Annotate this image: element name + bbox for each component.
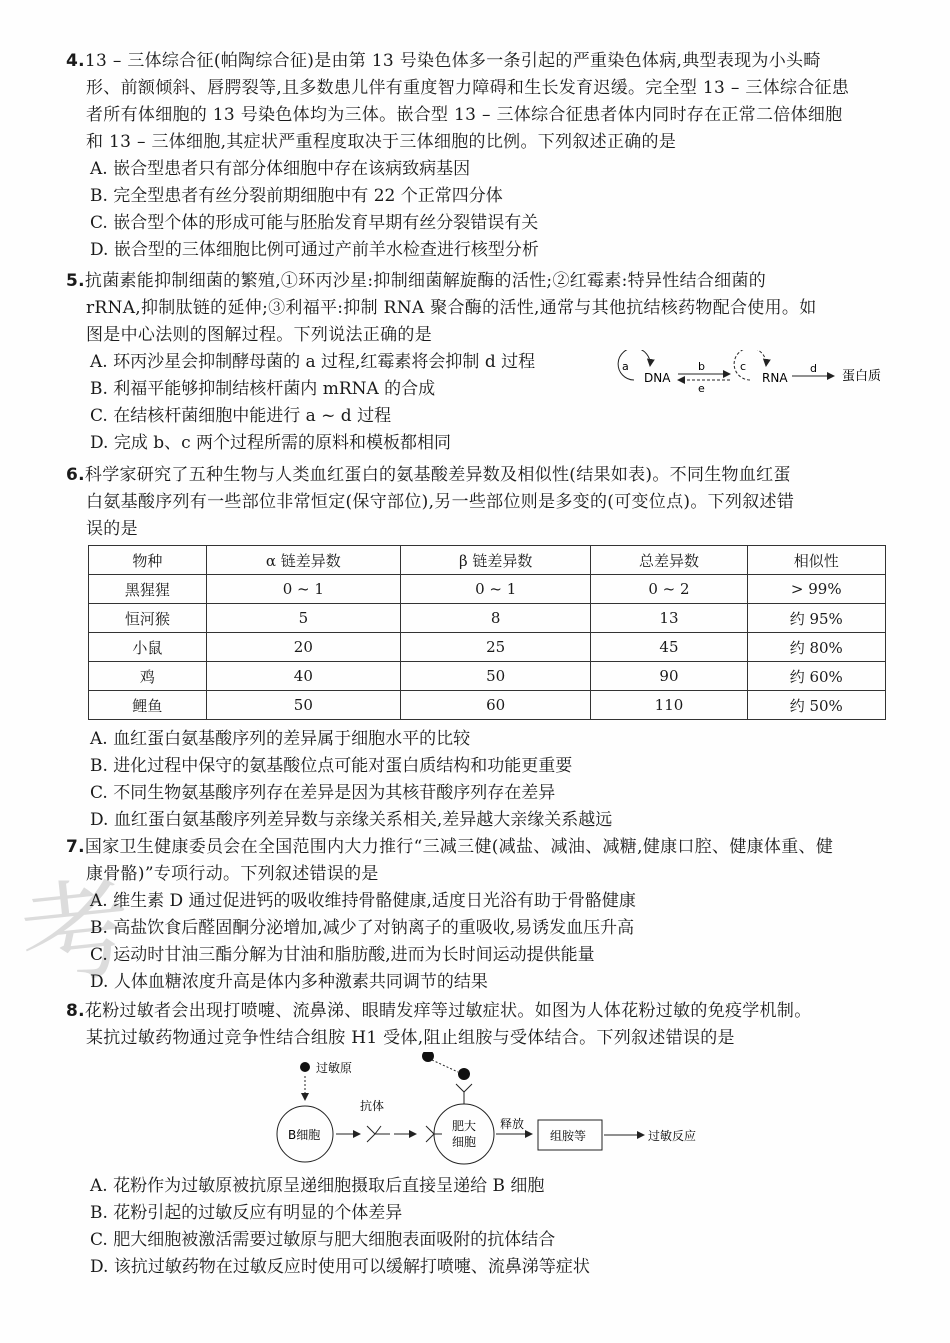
- allergen-label: 过敏原: [316, 1061, 353, 1075]
- table-cell: 90: [591, 662, 747, 691]
- option-b[interactable]: B. 进化过程中保守的氨基酸位点可能对蛋白质结构和功能更重要: [90, 756, 573, 776]
- option-b[interactable]: B. 高盐饮食后醛固酮分泌增加,减少了对钠离子的重吸收,易诱发血压升高: [90, 918, 635, 938]
- table-row: [89, 633, 886, 662]
- option-c[interactable]: C. 嵌合型个体的形成可能与胚胎发育早期有丝分裂错误有关: [90, 213, 539, 233]
- table-cell: 鲤鱼: [89, 691, 207, 720]
- table-header: 相似性: [747, 546, 885, 575]
- antibody-icon: [367, 1126, 390, 1142]
- question-text: 花粉过敏者会出现打喷嚏、流鼻涕、眼睛发痒等过敏症状。如图为人体花粉过敏的免疫学机制。: [84, 1001, 812, 1021]
- table-cell: 约 80%: [747, 633, 885, 662]
- table-cell: 40: [206, 662, 400, 691]
- question-text: 图是中心法则的图解过程。下列说法正确的是: [86, 325, 432, 345]
- question-text: 白氨基酸序列有一些部位非常恒定(保守部位),另一些部位则是多变的(可变位点)。下列叙述错: [86, 492, 795, 512]
- table-header: 总差异数: [591, 546, 747, 575]
- question-text: 抗菌素能抑制细菌的繁殖,①环丙沙星:抑制细菌解旋酶的活性;②红霉素:特异性结合细菌的: [84, 271, 767, 291]
- allergen-bound-icon: [458, 1068, 470, 1080]
- table-header: 物种: [89, 546, 207, 575]
- histamine-label: 组胺等: [550, 1129, 587, 1143]
- table-cell: 50: [206, 691, 400, 720]
- table-cell: 0 ~ 1: [400, 575, 590, 604]
- option-c[interactable]: C. 在结核杆菌细胞中能进行 a ~ d 过程: [90, 406, 392, 426]
- option-c[interactable]: C. 肥大细胞被激活需要过敏原与肥大细胞表面吸附的抗体结合: [90, 1230, 556, 1250]
- allergy-mechanism-diagram: [268, 1052, 728, 1170]
- option-a[interactable]: A. 维生素 D 通过促进钙的吸收维持骨骼健康,适度日光浴有助于骨骼健康: [90, 891, 636, 911]
- table-cell: 60: [400, 691, 590, 720]
- table-cell: 黑猩猩: [89, 575, 207, 604]
- question-6: [66, 462, 888, 543]
- table-row: [89, 604, 886, 633]
- option-b[interactable]: B. 花粉引起的过敏反应有明显的个体差异: [90, 1203, 403, 1223]
- watermark: 考: [14, 863, 138, 1003]
- option-d[interactable]: D. 血红蛋白氨基酸序列差异数与亲缘关系相关,差异越大亲缘关系越远: [90, 810, 613, 830]
- table-header: α 链差异数: [206, 546, 400, 575]
- table-cell: 约 50%: [747, 691, 885, 720]
- option-d[interactable]: D. 该抗过敏药物在过敏反应时使用可以缓解打喷嚏、流鼻涕等症状: [90, 1257, 590, 1277]
- question-text: 某抗过敏药物通过竞争性结合组胺 H1 受体,阻止组胺与受体结合。下列叙述错误的是: [86, 1028, 735, 1048]
- b-cell-label: B细胞: [288, 1128, 321, 1142]
- table-cell: 小鼠: [89, 633, 207, 662]
- option-a[interactable]: A. 血红蛋白氨基酸序列的差异属于细胞水平的比较: [90, 729, 471, 749]
- question-number: 8.: [66, 1001, 85, 1021]
- table-row: [89, 662, 886, 691]
- process-a-label: a: [622, 360, 629, 373]
- question-text: 科学家研究了五种生物与人类血红蛋白的氨基酸差异数及相似性(结果如表)。不同生物血红蛋: [84, 465, 791, 485]
- question-number: 4.: [66, 51, 85, 71]
- option-d[interactable]: D. 人体血糖浓度升高是体内多种激素共同调节的结果: [90, 972, 488, 992]
- table-cell: 0 ~ 1: [206, 575, 400, 604]
- question-text: rRNA,抑制肽链的延伸;③利福平:抑制 RNA 聚合酶的活性,通常与其他抗结核药物配合使用。如: [86, 298, 817, 318]
- table-cell: 恒河猴: [89, 604, 207, 633]
- table-cell: 110: [591, 691, 747, 720]
- question-number: 6.: [66, 465, 85, 485]
- question-8: [66, 998, 888, 1052]
- rna-label: RNA: [762, 371, 788, 385]
- question-4: [66, 48, 888, 264]
- table-cell: 鸡: [89, 662, 207, 691]
- table-cell: 20: [206, 633, 400, 662]
- table-cell: 0 ~ 2: [591, 575, 747, 604]
- table-cell: 约 95%: [747, 604, 885, 633]
- table-cell: 45: [591, 633, 747, 662]
- option-c[interactable]: C. 不同生物氨基酸序列存在差异是因为其核苷酸序列存在差异: [90, 783, 556, 803]
- table-cell: 约 60%: [747, 662, 885, 691]
- question-text: 者所有体细胞的 13 号染色体均为三体。嵌合型 13 – 三体综合征患者体内同时存在正常二倍体细胞: [86, 105, 843, 125]
- table-cell: 50: [400, 662, 590, 691]
- question-text: 和 13 – 三体细胞,其症状严重程度取决于三体细胞的比例。下列叙述正确的是: [86, 132, 677, 152]
- table-cell: 8: [400, 604, 590, 633]
- question-number: 5.: [66, 271, 85, 291]
- protein-label: 蛋白质: [842, 369, 882, 384]
- question-text: 形、前额倾斜、唇腭裂等,且多数患儿伴有重度智力障碍和生长发育迟缓。完全型 13 – 三体综合征患: [86, 78, 850, 98]
- process-c-label: c: [740, 360, 747, 373]
- table-row: [89, 575, 886, 604]
- option-c[interactable]: C. 运动时甘油三酯分解为甘油和脂肪酸,进而为长时间运动提供能量: [90, 945, 595, 965]
- option-b[interactable]: B. 利福平能够抑制结核杆菌内 mRNA 的合成: [90, 379, 436, 399]
- option-a[interactable]: A. 环丙沙星会抑制酵母菌的 a 过程,红霉素将会抑制 d 过程: [90, 352, 536, 372]
- table-cell: 5: [206, 604, 400, 633]
- central-dogma-diagram: [612, 350, 892, 400]
- question-7: [66, 834, 888, 996]
- hemoglobin-table: [88, 545, 886, 720]
- option-a[interactable]: A. 嵌合型患者只有部分体细胞中存在该病致病基因: [90, 159, 471, 179]
- option-a[interactable]: A. 花粉作为过敏原被抗原呈递细胞摄取后直接呈递给 B 细胞: [90, 1176, 545, 1196]
- dna-label: DNA: [644, 371, 671, 385]
- option-b[interactable]: B. 完全型患者有丝分裂前期细胞中有 22 个正常四分体: [90, 186, 503, 206]
- antibody-label: 抗体: [360, 1099, 385, 1113]
- process-d-label: d: [810, 362, 817, 375]
- mast-cell-label: 细胞: [452, 1135, 477, 1149]
- receptor-antibody-icon: [456, 1084, 472, 1104]
- release-label: 释放: [500, 1117, 525, 1131]
- mast-cell-icon: [434, 1104, 494, 1164]
- question-text: 国家卫生健康委员会在全国范围内大力推行“三减三健(减盐、减油、减糖,健康口腔、健康体重、健: [84, 837, 834, 857]
- question-8-options: [66, 1173, 888, 1281]
- question-text: 13 – 三体综合征(帕陶综合征)是由第 13 号染色体多一条引起的严重染色体病,典型表现为小头畸: [84, 51, 821, 71]
- question-text: 误的是: [86, 519, 138, 539]
- table-cell: > 99%: [747, 575, 885, 604]
- allergen-dot-icon: [300, 1062, 310, 1072]
- option-d[interactable]: D. 完成 b、c 两个过程所需的原料和模板都相同: [90, 433, 452, 453]
- process-e-label: e: [698, 382, 705, 395]
- table-cell: 13: [591, 604, 747, 633]
- mast-cell-label: 肥大: [452, 1119, 477, 1133]
- table-row: [89, 691, 886, 720]
- table-header-row: [89, 546, 886, 575]
- table-cell: 25: [400, 633, 590, 662]
- question-text: 康骨骼)”专项行动。下列叙述错误的是: [86, 864, 379, 884]
- question-number: 7.: [66, 837, 85, 857]
- question-6-options: [66, 726, 888, 834]
- allergic-reaction-label: 过敏反应: [648, 1129, 697, 1143]
- table-header: β 链差异数: [400, 546, 590, 575]
- option-d[interactable]: D. 嵌合型的三体细胞比例可通过产前羊水检查进行核型分析: [90, 240, 539, 260]
- process-b-label: b: [698, 360, 705, 373]
